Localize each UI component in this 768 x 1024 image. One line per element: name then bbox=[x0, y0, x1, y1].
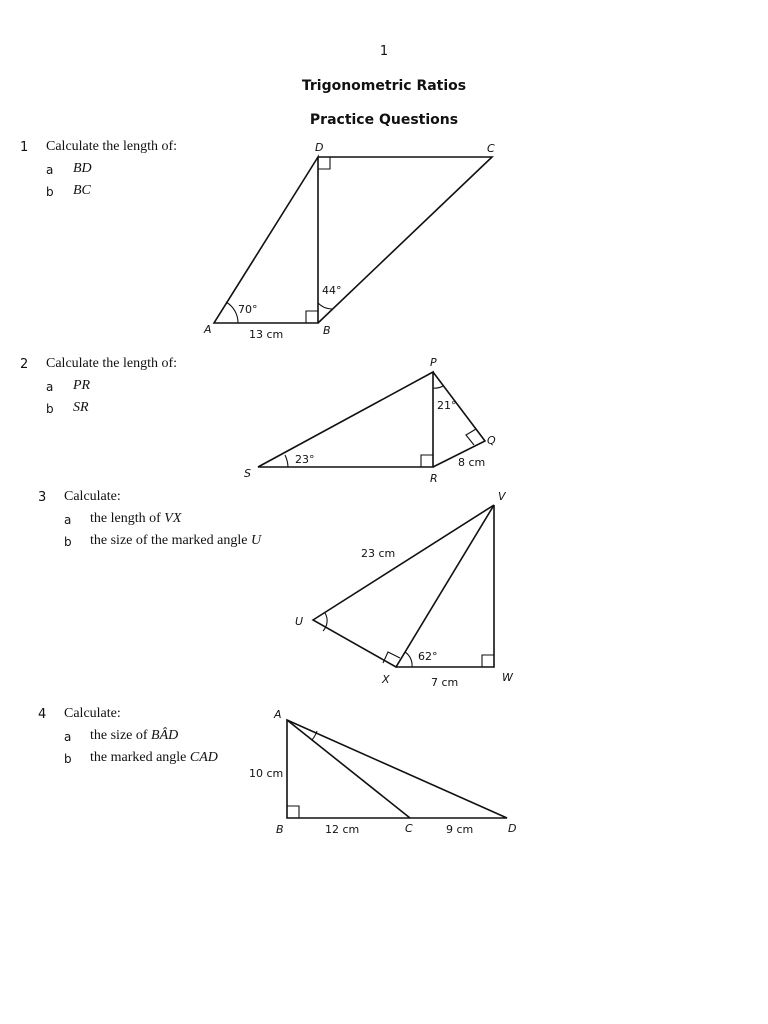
figure-2 bbox=[244, 356, 496, 485]
figure-3-side-uv-label: 23 cm bbox=[361, 547, 396, 560]
figure-1-triangle-bdc bbox=[318, 157, 492, 323]
figure-3 bbox=[295, 490, 514, 689]
figure-1-angle-a-label: 70° bbox=[238, 303, 258, 316]
figure-3-label-x: X bbox=[382, 673, 390, 686]
page-number: 1 bbox=[379, 44, 389, 59]
figure-2-label-q: Q bbox=[487, 434, 496, 447]
figure-1 bbox=[203, 141, 495, 341]
question-2a-text: PR bbox=[73, 378, 91, 393]
question-2-number: 2 bbox=[20, 357, 29, 372]
figure-1-angle-arc-a bbox=[226, 302, 238, 323]
figure-4-label-d: D bbox=[508, 822, 517, 835]
figure-4-side-ab-label: 10 cm bbox=[249, 767, 284, 780]
question-1-prompt: Calculate the length of: bbox=[46, 139, 178, 154]
figure-1-right-angle-b bbox=[306, 311, 318, 323]
figure-1-triangle-abd bbox=[214, 157, 318, 323]
question-1-number: 1 bbox=[20, 140, 29, 155]
figure-4-right-angle-b bbox=[287, 806, 299, 818]
page-subtitle: Practice Questions bbox=[309, 112, 459, 128]
question-4-prompt: Calculate: bbox=[64, 706, 121, 721]
question-4a-letter: a bbox=[64, 730, 72, 744]
question-4-number: 4 bbox=[38, 707, 47, 722]
figure-4-label-b: B bbox=[276, 823, 284, 836]
figure-2-right-angle-r bbox=[421, 455, 433, 467]
figure-2-angle-arc-s bbox=[285, 455, 288, 467]
figure-2-label-r: R bbox=[430, 472, 438, 485]
question-4b-letter: b bbox=[64, 752, 72, 766]
figure-2-right-angle-q bbox=[466, 429, 476, 445]
question-4a-text: the size of BÂD bbox=[90, 728, 179, 743]
question-3a-letter: a bbox=[64, 513, 72, 527]
question-2b-text: SR bbox=[73, 400, 89, 415]
figure-3-label-w: W bbox=[502, 671, 513, 684]
figure-2-side-label: 8 cm bbox=[458, 456, 486, 469]
figure-1-side-label: 13 cm bbox=[249, 328, 284, 341]
figure-4-label-c: C bbox=[405, 822, 413, 835]
question-3-number: 3 bbox=[38, 490, 47, 505]
question-4b-text: the marked angle CAD bbox=[90, 750, 218, 765]
figure-2-angle-p-label: 21° bbox=[437, 399, 457, 412]
figure-2-triangle-spr bbox=[258, 372, 433, 467]
figure-4-side-bc-label: 12 cm bbox=[325, 823, 360, 836]
figure-3-angle-arc-x bbox=[405, 652, 412, 667]
question-1a-letter: a bbox=[46, 163, 54, 177]
page-title: Trigonometric Ratios bbox=[301, 78, 467, 94]
figure-3-label-u: U bbox=[295, 615, 304, 628]
figure-4-side-cd-label: 9 cm bbox=[446, 823, 474, 836]
figure-1-angle-arc-b bbox=[318, 303, 332, 309]
question-1b-text: BC bbox=[73, 183, 91, 198]
figure-4 bbox=[249, 708, 516, 836]
figure-2-angle-s-label: 23° bbox=[295, 453, 315, 466]
figure-3-label-v: V bbox=[498, 490, 506, 503]
figure-4-label-a: A bbox=[274, 708, 282, 721]
figure-1-label-d: D bbox=[315, 141, 324, 154]
question-2b-letter: b bbox=[46, 402, 54, 416]
figure-3-right-angle-w bbox=[482, 655, 494, 667]
figure-1-label-a: A bbox=[204, 323, 212, 336]
question-2-prompt: Calculate the length of: bbox=[46, 356, 178, 371]
question-2a-letter: a bbox=[46, 380, 54, 394]
figure-3-angle-x-label: 62° bbox=[418, 650, 438, 663]
question-3-prompt: Calculate: bbox=[64, 489, 121, 504]
figure-3-side-xw-label: 7 cm bbox=[431, 676, 459, 689]
figure-1-right-angle-d bbox=[318, 157, 330, 169]
question-3b-text: the size of the marked angle U bbox=[90, 533, 262, 548]
figure-1-angle-b-label: 44° bbox=[322, 284, 342, 297]
figure-1-label-c: C bbox=[487, 142, 495, 155]
figure-3-triangle-uvx bbox=[313, 505, 494, 667]
question-1b-letter: b bbox=[46, 185, 54, 199]
question-3a-text: the length of VX bbox=[90, 511, 182, 526]
question-1a-text: BD bbox=[73, 161, 92, 176]
figure-2-label-p: P bbox=[430, 356, 437, 369]
figure-1-label-b: B bbox=[323, 324, 331, 337]
figure-4-line-ac bbox=[287, 720, 410, 818]
figure-2-triangle-pqr bbox=[433, 372, 485, 467]
figure-4-triangle-abd bbox=[287, 720, 507, 818]
figure-2-label-s: S bbox=[244, 467, 251, 480]
question-3b-letter: b bbox=[64, 535, 72, 549]
figure-2-angle-arc-p bbox=[433, 386, 443, 388]
